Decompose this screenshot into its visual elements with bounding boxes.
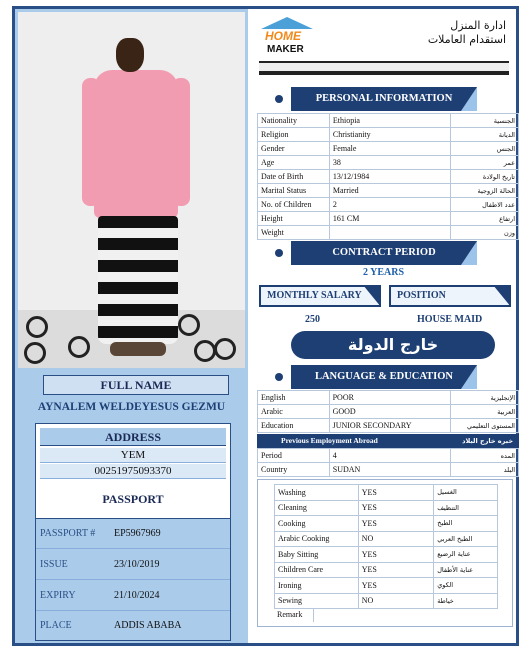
personal-row-arabic: الحالة الزوجية	[451, 184, 519, 198]
previous-row-arabic: المده	[451, 449, 519, 463]
previous-row-label: Country	[258, 463, 330, 477]
language-education-header: LANGUAGE & EDUCATION	[261, 365, 511, 389]
person-figure	[86, 38, 196, 358]
language-row-arabic: العربية	[451, 405, 519, 419]
skill-row-value: YES	[358, 562, 433, 578]
personal-row-arabic: تاريخ الولادة	[451, 170, 519, 184]
personal-row	[258, 170, 519, 184]
skill-row-arabic: الكوي	[434, 578, 498, 594]
address-passport-card	[35, 423, 231, 641]
personal-row	[258, 226, 519, 240]
header-divider	[259, 61, 509, 75]
cv-frame	[12, 6, 519, 646]
language-row-value: POOR	[329, 391, 451, 405]
skill-row	[275, 485, 498, 501]
personal-row-arabic: الديانة	[451, 128, 519, 142]
personal-row-value: 13/12/1984	[329, 170, 450, 184]
personal-row-value: 38	[329, 156, 450, 170]
language-row-arabic: الإنجليزية	[451, 391, 519, 405]
address-label: ADDRESS	[40, 428, 226, 446]
personal-row-arabic: وزن	[451, 226, 519, 240]
language-row-value: GOOD	[329, 405, 451, 419]
personal-row	[258, 184, 519, 198]
skill-row	[275, 531, 498, 547]
skill-row-value: YES	[358, 516, 433, 532]
personal-info-table	[257, 113, 519, 240]
personal-row-label: Gender	[258, 142, 330, 156]
skill-row-value: YES	[358, 547, 433, 563]
previous-row-value: SUDAN	[329, 463, 450, 477]
right-column	[251, 9, 516, 643]
passport-details	[36, 518, 230, 640]
skill-row-value: YES	[358, 578, 433, 594]
language-row-label: Arabic	[258, 405, 330, 419]
skill-row-arabic: الطبخ العربي	[434, 531, 498, 547]
previous-row-label: Period	[258, 449, 330, 463]
arabic-company-name: ادارة المنزل استقدام العاملات	[427, 19, 506, 46]
house-roof-icon	[261, 17, 313, 29]
personal-row	[258, 156, 519, 170]
skill-row-arabic: التنظيف	[434, 500, 498, 516]
skill-row-label: Sewing	[275, 593, 359, 609]
candidate-photo	[18, 12, 245, 368]
skill-row	[275, 578, 498, 594]
skill-row-value: NO	[358, 593, 433, 609]
skill-row	[275, 562, 498, 578]
salary-value: 250	[305, 314, 320, 325]
contract-period-header: CONTRACT PERIOD	[261, 241, 511, 265]
personal-row-value: 2	[329, 198, 450, 212]
skills-table	[274, 484, 498, 609]
skill-row	[275, 516, 498, 532]
personal-row	[258, 198, 519, 212]
personal-row-arabic: عمر	[451, 156, 519, 170]
skill-row	[275, 500, 498, 516]
skill-row-value: YES	[358, 485, 433, 501]
address-phone: 00251975093370	[40, 464, 226, 479]
position-label: POSITION	[389, 285, 511, 307]
personal-row	[258, 128, 519, 142]
language-row-label: Education	[258, 419, 330, 433]
personal-row-label: Date of Birth	[258, 170, 330, 184]
personal-row-label: No. of Children	[258, 198, 330, 212]
personal-row-label: Marital Status	[258, 184, 330, 198]
personal-row-label: Religion	[258, 128, 330, 142]
personal-row-label: Nationality	[258, 114, 330, 128]
skill-row	[275, 547, 498, 563]
personal-row-value	[329, 226, 450, 240]
language-row	[258, 391, 519, 405]
language-row	[258, 419, 519, 433]
passport-label: PASSPORT	[102, 492, 164, 506]
skill-row-label: Cooking	[275, 516, 359, 532]
language-row-arabic: المستوى التعليمي	[451, 419, 519, 433]
full-name-label: FULL NAME	[43, 375, 229, 395]
previous-employment-table	[257, 448, 519, 477]
passport-row: PLACE ADDIS ABABA	[40, 620, 182, 631]
previous-row-arabic: البلد	[451, 463, 519, 477]
personal-info-header: PERSONAL INFORMATION	[261, 87, 511, 111]
language-table	[257, 390, 519, 433]
address-line: YEM	[40, 448, 226, 463]
previous-row	[258, 449, 519, 463]
language-row-value: JUNIOR SECONDARY	[329, 419, 451, 433]
skill-row-arabic: عناية الأطفال	[434, 562, 498, 578]
skill-row-value: NO	[358, 531, 433, 547]
personal-row-label: Age	[258, 156, 330, 170]
personal-row-arabic: عدد الاطفال	[451, 198, 519, 212]
personal-row	[258, 114, 519, 128]
personal-row-value: Female	[329, 142, 450, 156]
skill-row-label: Cleaning	[275, 500, 359, 516]
language-row	[258, 405, 519, 419]
personal-row-value: Christianity	[329, 128, 450, 142]
language-row-label: English	[258, 391, 330, 405]
passport-row: PASSPORT # EP5967969	[36, 519, 230, 549]
personal-row-arabic: الجنس	[451, 142, 519, 156]
personal-row	[258, 212, 519, 226]
home-maker-logo: HOME MAKER	[259, 17, 315, 61]
skill-row-arabic: خياطة	[434, 593, 498, 609]
personal-row-arabic: ارتفاع	[451, 212, 519, 226]
skill-row	[275, 593, 498, 609]
skill-row-value: YES	[358, 500, 433, 516]
left-column	[15, 9, 248, 643]
skill-row-arabic: عناية الرضيع	[434, 547, 498, 563]
personal-row-value: Ethiopia	[329, 114, 450, 128]
passport-row: EXPIRY 21/10/2024	[36, 581, 230, 611]
personal-row-arabic: الجنسية	[451, 114, 519, 128]
personal-row-value: 161 CM	[329, 212, 450, 226]
previous-row	[258, 463, 519, 477]
skills-panel	[257, 479, 513, 627]
personal-row-label: Height	[258, 212, 330, 226]
full-name-value: AYNALEM WELDEYESUS GEZMU	[37, 401, 226, 413]
skill-row-arabic: الغسيل	[434, 485, 498, 501]
personal-row	[258, 142, 519, 156]
passport-row: ISSUE 23/10/2019	[36, 550, 230, 580]
skill-row-label: Ironing	[275, 578, 359, 594]
previous-row-value: 4	[329, 449, 450, 463]
monthly-salary-label: MONTHLY SALARY	[259, 285, 381, 307]
skill-row-label: Baby Sitting	[275, 547, 359, 563]
abroad-banner: خارج الدولة	[291, 331, 495, 359]
personal-row-value: Married	[329, 184, 450, 198]
contract-period-value: 2 YEARS	[362, 267, 405, 278]
skill-row-label: Arabic Cooking	[275, 531, 359, 547]
skill-row-label: Washing	[275, 485, 359, 501]
skill-row-arabic: الطبخ	[434, 516, 498, 532]
previous-employment-header: Previous Employment Abroad خبره خارج البلاد	[257, 434, 519, 448]
personal-row-label: Weight	[258, 226, 330, 240]
position-value: HOUSE MAID	[417, 314, 483, 325]
skill-row-label: Children Care	[275, 562, 359, 578]
remark-label: Remark	[274, 608, 314, 622]
